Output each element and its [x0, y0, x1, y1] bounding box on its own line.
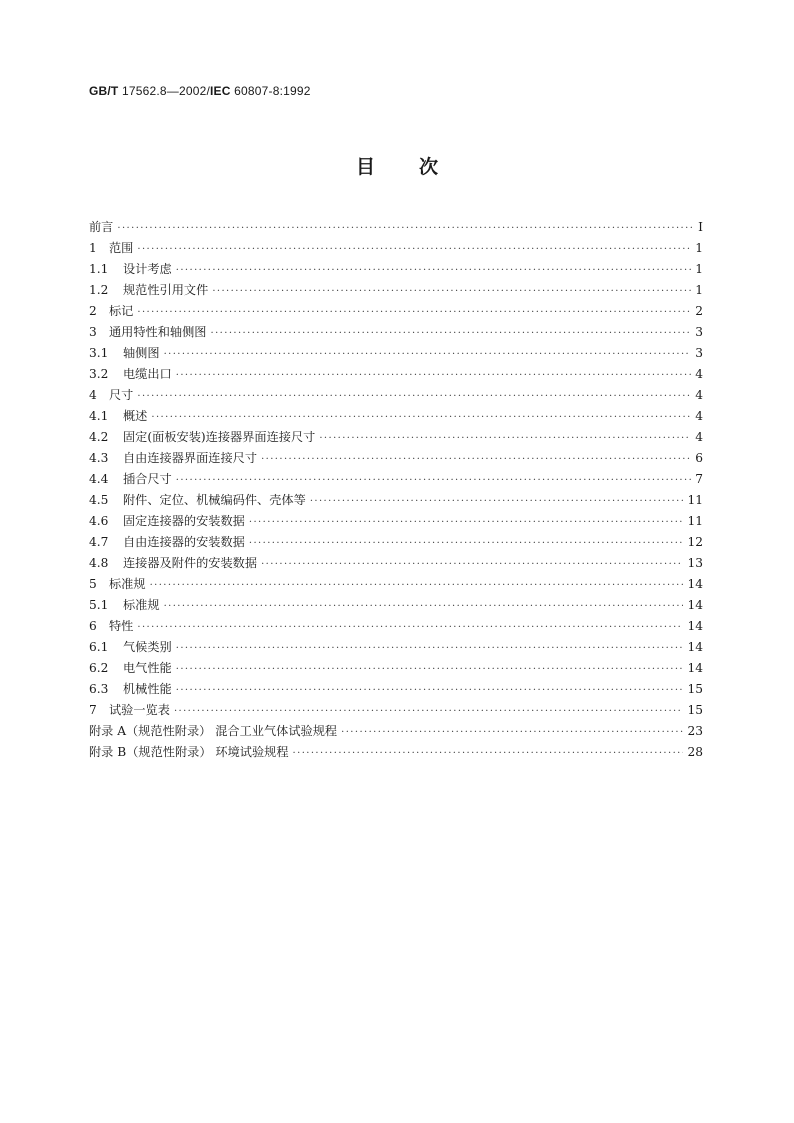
- toc-entry-page: 14: [687, 661, 703, 675]
- toc-entry-page: 14: [687, 619, 703, 633]
- toc-entry[interactable]: [89, 301, 703, 322]
- toc-entry-page: 13: [687, 556, 703, 570]
- toc-entry-page: 14: [687, 598, 703, 612]
- toc-dot-leader: [176, 470, 691, 491]
- toc-entry[interactable]: [89, 637, 703, 658]
- toc-dot-leader: [261, 449, 691, 470]
- toc-entry-number: 6.2: [89, 661, 109, 675]
- toc-entry-page: 7: [695, 472, 703, 486]
- iec-number: 60807-8:1992: [230, 84, 311, 98]
- standard-number: 17562.8—2002/: [118, 84, 211, 98]
- toc-entry[interactable]: [89, 364, 703, 385]
- toc-entry[interactable]: [89, 574, 703, 595]
- toc-dot-leader: [341, 722, 683, 743]
- toc-entry-page: 4: [695, 367, 703, 381]
- toc-entry-page: 28: [687, 745, 703, 759]
- toc-entry-title: 轴侧图: [123, 346, 160, 360]
- toc-entry-title: 标记: [109, 304, 134, 318]
- toc-entry-title: 固定(面板安装)连接器界面连接尺寸: [123, 430, 316, 444]
- toc-entry-title: 电气性能: [123, 661, 172, 675]
- toc-entry-page: 4: [695, 409, 703, 423]
- toc-entry-page: 2: [695, 304, 703, 318]
- toc-dot-leader: [137, 617, 683, 638]
- toc-entry-number: 2: [89, 304, 97, 318]
- standard-code-header: [89, 84, 311, 98]
- toc-entry[interactable]: [89, 448, 703, 469]
- toc-entry-page: 3: [695, 346, 703, 360]
- toc-entry[interactable]: [89, 700, 703, 721]
- toc-entry-title: 范围: [109, 241, 134, 255]
- toc-entry-title: 设计考虑: [123, 262, 172, 276]
- toc-entry-page: 6: [695, 451, 703, 465]
- toc-entry[interactable]: [89, 511, 703, 532]
- toc-entry-title: 连接器及附件的安装数据: [123, 556, 258, 570]
- toc-entry-title: 气候类别: [123, 640, 172, 654]
- toc-dot-leader: [249, 512, 684, 533]
- toc-entry-number: 6: [89, 619, 97, 633]
- page-title: [0, 152, 794, 179]
- toc-dot-leader: [117, 218, 694, 239]
- toc-entry[interactable]: [89, 679, 703, 700]
- toc-entry-page: 15: [687, 682, 703, 696]
- toc-entry[interactable]: [89, 343, 703, 364]
- toc-dot-leader: [151, 407, 691, 428]
- toc-entry[interactable]: [89, 427, 703, 448]
- toc-entry-number: 4.8: [89, 556, 109, 570]
- toc-entry-title: 机械性能: [123, 682, 172, 696]
- toc-entry-number: 3: [89, 325, 97, 339]
- toc-dot-leader: [176, 638, 684, 659]
- toc-dot-leader: [150, 575, 684, 596]
- toc-entry[interactable]: [89, 238, 703, 259]
- toc-entry-number: 4.3: [89, 451, 109, 465]
- toc-dot-leader: [174, 701, 684, 722]
- title-part-2: 次: [419, 156, 439, 178]
- toc-entry-number: 1.1: [89, 262, 109, 276]
- toc-dot-leader: [176, 680, 684, 701]
- toc-entry-number: 1: [89, 241, 97, 255]
- toc-entry-title: 标准规: [123, 598, 160, 612]
- toc-entry-page: 11: [687, 493, 703, 507]
- toc-entry-title: 前言: [89, 220, 114, 234]
- toc-dot-leader: [164, 344, 692, 365]
- toc-entry-page: 1: [695, 283, 703, 297]
- toc-entry-number: 6.3: [89, 682, 109, 696]
- toc-entry-page: 11: [687, 514, 703, 528]
- toc-entry-title: 电缆出口: [123, 367, 172, 381]
- toc-entry-number: 6.1: [89, 640, 109, 654]
- toc-entry-title: 固定连接器的安装数据: [123, 514, 245, 528]
- toc-entry[interactable]: [89, 658, 703, 679]
- toc-dot-leader: [164, 596, 684, 617]
- toc-entry[interactable]: [89, 406, 703, 427]
- toc-entry-page: 3: [695, 325, 703, 339]
- toc-dot-leader: [137, 302, 691, 323]
- toc-entry-page: 15: [687, 703, 703, 717]
- toc-entry-page: 23: [687, 724, 703, 738]
- toc-dot-leader: [293, 743, 684, 764]
- toc-entry[interactable]: [89, 595, 703, 616]
- toc-entry-title: 概述: [123, 409, 148, 423]
- toc-dot-leader: [212, 281, 691, 302]
- toc-entry-page: I: [698, 220, 703, 234]
- toc-entry-page: 1: [695, 262, 703, 276]
- toc-entry-page: 14: [687, 577, 703, 591]
- iec-prefix: IEC: [210, 84, 231, 98]
- toc-entry-number: 5: [89, 577, 97, 591]
- toc-entry-number: 4.7: [89, 535, 109, 549]
- toc-entry-number: 3.2: [89, 367, 109, 381]
- toc-entry-page: 1: [695, 241, 703, 255]
- toc-entry[interactable]: [89, 217, 703, 238]
- toc-entry[interactable]: [89, 385, 703, 406]
- toc-entry-number: 4.2: [89, 430, 109, 444]
- toc-dot-leader: [310, 491, 684, 512]
- toc-entry-title: 试验一览表: [109, 703, 170, 717]
- toc-dot-leader: [176, 659, 684, 680]
- toc-entry-title: 附录 B（规范性附录） 环境试验规程: [89, 745, 289, 759]
- toc-dot-leader: [137, 386, 691, 407]
- toc-entry[interactable]: [89, 553, 703, 574]
- toc-entry-number: 4.1: [89, 409, 109, 423]
- toc-entry-title: 标准规: [109, 577, 146, 591]
- toc-entry-number: 3.1: [89, 346, 109, 360]
- toc-entry-title: 特性: [109, 619, 134, 633]
- toc-entry-page: 12: [687, 535, 703, 549]
- toc-entry[interactable]: [89, 280, 703, 301]
- toc-entry[interactable]: [89, 616, 703, 637]
- toc-entry-title: 自由连接器的安装数据: [123, 535, 245, 549]
- toc-entry[interactable]: [89, 721, 703, 742]
- toc-entry[interactable]: [89, 742, 703, 763]
- toc-entry[interactable]: [89, 322, 703, 343]
- toc-entry-number: 5.1: [89, 598, 109, 612]
- table-of-contents: [89, 217, 703, 763]
- toc-entry-number: 4.6: [89, 514, 109, 528]
- toc-dot-leader: [137, 239, 691, 260]
- toc-entry-number: 1.2: [89, 283, 109, 297]
- toc-entry[interactable]: [89, 532, 703, 553]
- toc-entry[interactable]: [89, 490, 703, 511]
- toc-entry[interactable]: [89, 259, 703, 280]
- toc-entry-title: 附录 A（规范性附录） 混合工业气体试验规程: [89, 724, 338, 738]
- toc-entry-number: 4: [89, 388, 97, 402]
- toc-dot-leader: [176, 365, 691, 386]
- toc-entry-title: 插合尺寸: [123, 472, 172, 486]
- toc-entry-title: 规范性引用文件: [123, 283, 209, 297]
- toc-entry-title: 自由连接器界面连接尺寸: [123, 451, 258, 465]
- toc-dot-leader: [211, 323, 692, 344]
- toc-entry[interactable]: [89, 469, 703, 490]
- toc-entry-title: 尺寸: [109, 388, 134, 402]
- toc-entry-page: 14: [687, 640, 703, 654]
- toc-dot-leader: [261, 554, 683, 575]
- toc-dot-leader: [249, 533, 684, 554]
- toc-entry-page: 4: [695, 388, 703, 402]
- standard-prefix: GB/T: [89, 84, 119, 98]
- toc-entry-number: 7: [89, 703, 97, 717]
- toc-dot-leader: [176, 260, 691, 281]
- toc-dot-leader: [319, 428, 691, 449]
- toc-entry-title: 通用特性和轴侧图: [109, 325, 207, 339]
- toc-entry-number: 4.5: [89, 493, 109, 507]
- toc-entry-page: 4: [695, 430, 703, 444]
- toc-entry-title: 附件、定位、机械编码件、壳体等: [123, 493, 306, 507]
- toc-entry-number: 4.4: [89, 472, 109, 486]
- title-part-1: 目: [355, 156, 375, 178]
